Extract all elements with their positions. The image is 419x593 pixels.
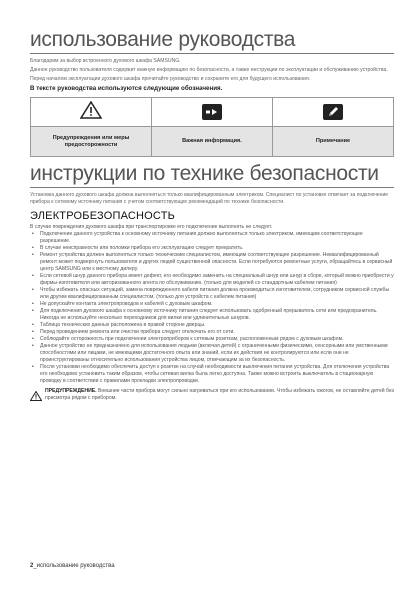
list-item: • После установки необходимо обеспечить доступ к розетке на случай необходимости выключения питания устройства. Для отключения устройства его необходимо установить таким образом, чтобы сетевая вилка была легко доступна. Также можно встроить выключатель в стационарную проводку в соответствии с правилами прокладки электропроводки.: [36, 364, 394, 385]
list-item: • Данное устройство не предназначено для использования людьми (включая детей) с ограниченными физическими, сенсорными или умственными способностями или лицами, не имеющими достаточного опыта или знаний, если их действия не контролируются или если они не проинструктированы относительно использования устройства лицом, отвечающим за их безопасность.: [36, 343, 394, 364]
symbol-label: Предупреждения или меры предосторожности: [31, 127, 151, 156]
footer-text: _использование руководства: [33, 563, 115, 569]
warning-triangle-icon: [30, 388, 42, 398]
usage-title: использование руководства: [30, 28, 394, 54]
section-heading: ЭЛЕКТРОБЕЗОПАСНОСТЬ: [30, 210, 176, 222]
hand-pointer-icon: [202, 104, 222, 120]
safety-intro: Установка данного духового шкафа должна выполняться только квалифицированным электриком. Специалист по установке отвечает за подключение прибора к сетевому источнику питания с учетом соответствующих рекомендаций по технике безопасности.: [30, 192, 389, 205]
list-item: • Подключение данного устройства к основному источнику питания должно выполняться только электриком, имеющим соответствующее разрешение.: [36, 231, 394, 245]
list-item: • Соблюдайте осторожность при подключении электроприборов к сетевым розеткам, расположенным рядом с духовым шкафом.: [36, 336, 394, 343]
usage-intro-line: Благодарим за выбор встроенного духового шкафа SAMSUNG.: [30, 58, 181, 64]
pencil-icon: [323, 104, 343, 120]
safety-title: инструкции по технике безопасности: [30, 162, 394, 188]
page: [30, 28, 394, 402]
warning-label: ПРЕДУПРЕЖДЕНИЕ.: [45, 388, 97, 394]
page-number: 2: [30, 563, 34, 569]
symbol-label: Важная информация.: [152, 127, 272, 156]
list-item: • Не допускайте контакта электропроводов и кабелей с духовым шкафом.: [36, 301, 394, 308]
symbol-warning: [31, 98, 152, 156]
symbols-table: [30, 97, 394, 157]
symbol-important: [152, 98, 273, 156]
safety-lead: В случае повреждения духового шкафа при транспортировке его подключение выполнять не следует.: [30, 224, 273, 230]
page-footer: [30, 563, 115, 569]
list-item: • Ремонт устройства должен выполняться только техническим специалистом, имеющим соответствующее разрешение. Неквалифицированный ремонт может подвергнуть пользователя и других людей существенной опасности. Если потребуются ремонтные услуги, обращайтесь в сервисный центр SAMSUNG или к местному дилеру.: [36, 252, 394, 273]
symbol-label: Примечание: [273, 127, 393, 156]
symbol-note: [273, 98, 393, 156]
warning-note: [30, 388, 394, 402]
usage-intro: [30, 58, 394, 92]
usage-intro-line: Данное руководство пользователя содержит важную информацию по безопасности, а также инструкции по эксплуатации и обслуживанию устройства.: [30, 67, 388, 73]
safety-list: [30, 231, 394, 385]
list-item: • Если сетевой шнур данного прибора имеет дефект, его необходимо заменить на специальный шнур или шнур в сборе, который можно приобрести у фирмы-изготовителя или авторизованного агента по обслуживанию. (только для моделей со стандартным кабелем питания): [36, 273, 394, 287]
warning-text: Внешние части прибора могут сильно нагреваться при его использовании. Чтобы избежать ожогов, не оставляйте детей без присмотра рядом с прибором.: [45, 388, 394, 401]
usage-intro-line: Перед началом эксплуатации духового шкафа прочитайте руководство и сохраните его для будущего использования.: [30, 76, 311, 82]
list-item: • Перед проведением ремонта или очистки прибора следует отключать его от сети.: [36, 329, 394, 336]
list-item: • В случае неисправности или поломки прибора его эксплуатацию следует прекратить.: [36, 245, 394, 252]
list-item: • Таблица технических данных расположена в правой стороне дверцы.: [36, 322, 394, 329]
list-item: • Чтобы избежать опасных ситуаций, замена поврежденного кабеля питания должна производиться изготовителем, сотрудником сервисной службы или другим квалифицированным специалистом. (только для устройств с кабелем питания): [36, 287, 394, 301]
symbols-heading: В тексте руководства используются следующие обозначения.: [30, 85, 223, 92]
warning-triangle-icon: [80, 101, 102, 124]
list-item: • Для подключения духового шкафа к основному источнику питания следует использовать одобренный прерыватель сети или предохранитель. Никогда не используйте несколько переходников для вилки или удлинительных шнуров.: [36, 308, 394, 322]
